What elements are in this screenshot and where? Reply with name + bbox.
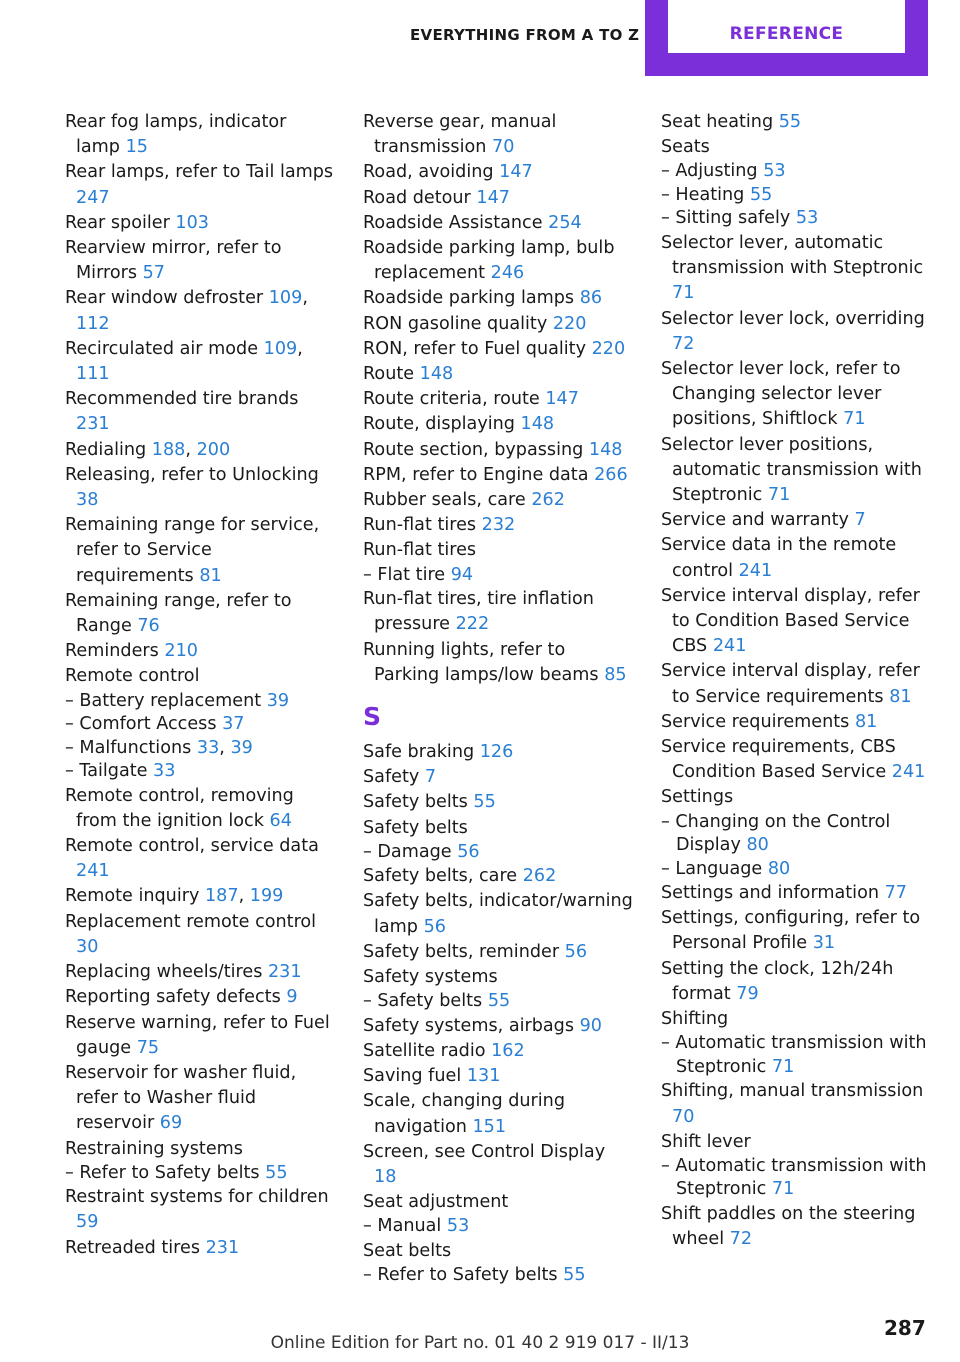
page-number: 287 [884,1316,926,1340]
page-reference-link[interactable]: 71 [771,1056,795,1077]
index-subentry [363,841,633,865]
index-term: Service interval display, refer to Service requirements [661,661,920,707]
index-term: Restraint systems for children [65,1187,329,1208]
index-term: – Automatic transmission with Steptronic [661,1033,927,1077]
index-subentry [65,760,335,784]
index-term: Reservoir for washer fluid, refer to Washer fluid reservoir [65,1062,297,1134]
index-term: Safety [363,767,420,788]
footer-edition: Online Edition for Part no. 01 40 2 919 017 - II/13 [270,1333,690,1353]
index-term: Remote control, service data [65,836,319,857]
page-reference-link[interactable]: 131 [466,1066,501,1087]
index-term: Roadside parking lamp, bulb replacement [363,238,615,284]
page-reference-link[interactable]: 199 [249,886,284,907]
running-header-section: EVERYTHING FROM A TO Z [410,26,640,44]
index-term: Selector lever lock, refer to Changing selector lever positions, Shiftlock [661,358,901,430]
page-reference-link[interactable]: 262 [522,866,557,887]
index-term: – Flat tire [363,564,446,585]
page-reference-link[interactable]: 39 [266,690,290,711]
page-reference-link[interactable]: 57 [142,263,165,284]
index-column-3 [661,110,931,1252]
index-term: – Comfort Access [65,714,217,735]
index-term: Settings [661,787,734,808]
index-term: Safety belts, indicator/warning lamp [363,891,633,937]
index-entry [65,387,335,437]
index-entry [661,906,931,956]
page-reference-link[interactable]: 148 [419,364,454,385]
index-term: – Battery replacement [65,690,262,711]
index-term: Run-flat tires [363,540,477,561]
index-subentry: – Malfunctions 33, 39 [65,737,253,758]
index-entry [65,110,335,160]
page-reference-link[interactable]: 79 [736,983,759,1004]
page-reference-link[interactable]: 56 [423,916,446,937]
index-term: – Changing on the Control Display [661,811,891,856]
index-term: Retreaded tires [65,1237,200,1258]
index-term: Replacement remote control [65,911,317,932]
index-term: Road, avoiding [363,162,494,183]
page-reference-link[interactable]: 247 [76,187,110,208]
index-term: Rubber seals, care [363,490,526,511]
index-entry [65,1236,335,1261]
index-entry [65,960,335,985]
index-subentry [363,1264,633,1288]
index-entry [65,236,335,286]
page-reference-link[interactable]: 15 [125,137,148,158]
page-reference-link[interactable]: 231 [205,1237,240,1258]
page-reference-link[interactable]: 81 [854,711,878,732]
index-entry [661,508,931,533]
page-reference-link[interactable]: 9 [286,987,298,1008]
page-reference-link[interactable]: 147 [499,162,533,183]
page-reference-link[interactable]: 33 [196,737,220,758]
index-term: – Refer to Safety belts [363,1265,558,1286]
index-term: Roadside parking lamps [363,288,575,309]
index-subentry [661,858,931,882]
index-term: Route [363,364,415,385]
page-reference-link[interactable]: 103 [175,212,209,233]
index-entry [661,533,931,583]
page-reference-link[interactable]: 18 [374,1167,397,1188]
page-reference-link[interactable]: 112 [76,313,110,334]
index-entry [65,1185,335,1235]
index-subentry [363,1215,633,1239]
page-reference-link[interactable]: 231 [267,962,302,983]
index-entry [661,659,931,709]
index-term: Safety belts [363,817,468,838]
page-reference-link[interactable]: 90 [579,1015,602,1036]
index-entry [65,160,335,210]
index-entry [363,337,633,362]
index-entry [363,286,633,311]
index-term: Seats [661,137,710,158]
index-term: Replacing wheels/tires [65,962,263,983]
index-entry [65,910,335,960]
index-entry [363,790,633,815]
index-term: Reverse gear, manual transmission [363,112,557,158]
page-reference-link[interactable]: 109 [263,338,298,359]
index-entry [661,135,931,160]
index-term: Road detour [363,187,471,208]
index-term: – Damage [363,841,452,862]
page-reference-link[interactable]: 148 [520,414,555,435]
index-term: Safety belts, reminder [363,941,560,962]
index-term: Running lights, refer to Parking lamps/low beams [363,639,599,685]
index-term: Route criteria, route [363,389,540,410]
index-entry [363,186,633,211]
index-entry: Redialing 188, 200 [65,439,231,460]
index-subentry [661,1032,931,1079]
index-entry [661,735,931,785]
index-entry [363,889,633,939]
index-entry [661,1007,931,1032]
index-term: Recirculated air mode [65,338,259,359]
index-term: Saving fuel [363,1066,462,1087]
index-term: Selector lever lock, overriding [661,308,925,329]
index-term: Seat heating [661,112,774,132]
page-reference-link[interactable]: 266 [594,464,628,485]
page-reference-link[interactable]: 111 [76,364,110,385]
page-reference-link[interactable]: 7 [854,510,866,531]
index-entry [363,740,633,765]
index-term: Service interval display, refer to Condition Based Service CBS [661,585,920,657]
index-entry [363,638,633,688]
index-term: – Refer to Safety belts [65,1162,260,1183]
page-reference-link[interactable]: 220 [552,313,587,334]
page-reference-link[interactable]: 126 [479,741,514,762]
index-entry [363,587,633,637]
index-entry [661,785,931,810]
index-subentry [661,160,931,184]
index-entry [363,438,633,463]
index-term: Seat adjustment [363,1192,509,1213]
page-reference-link[interactable]: 69 [159,1113,183,1134]
index-term: – Automatic transmission with Steptronic [661,1155,927,1200]
page-reference-link[interactable]: 81 [199,565,222,586]
page-reference-link[interactable]: 56 [457,841,480,862]
index-term: Rearview mirror, refer to Mirrors [65,238,282,284]
index-term: Safety systems, airbags [363,1015,575,1036]
page-reference-link[interactable]: 71 [767,484,791,505]
page-reference-link[interactable]: 55 [473,792,496,813]
index-entry [661,957,931,1007]
index-entry [661,710,931,735]
page-reference-link[interactable]: 72 [729,1229,753,1250]
index-term: – Tailgate [65,761,148,782]
page-reference-link[interactable]: 70 [672,1106,695,1127]
page-reference-link[interactable]: 85 [604,664,627,685]
page-reference-link[interactable]: 71 [843,409,866,430]
page-reference-link[interactable]: 59 [76,1212,99,1233]
index-term: Reporting safety defects [65,987,281,1008]
page-reference-link[interactable]: 80 [746,835,769,856]
index-term: – Heating [661,184,745,205]
index-term: Rear spoiler [65,212,170,233]
page-reference-link[interactable]: 148 [588,439,623,460]
index-term: Service requirements, CBS Condition Based Service [661,736,896,783]
index-entry [363,1064,633,1089]
index-entry: Remote inquiry 187, 199 [65,886,284,907]
index-entry [363,160,633,185]
index-entry [661,433,931,509]
page-reference-link[interactable]: 53 [795,208,819,229]
index-entry [363,940,633,965]
index-term: Remote control [65,666,200,687]
index-letter-heading: S [363,701,382,731]
index-term: Remaining range, refer to Range [65,590,292,637]
index-entry [661,231,931,307]
index-term: Recommended tire brands [65,389,299,410]
index-term: Safety belts, care [363,866,518,887]
index-term: RPM, refer to Engine data [363,464,589,485]
page-reference-link[interactable]: 55 [265,1162,288,1183]
index-term: Shift lever [661,1131,751,1152]
index-entry [661,881,931,906]
index-entry [363,211,633,236]
index-term: Reserve warning, refer to Fuel gauge [65,1012,330,1058]
index-term: Route, displaying [363,414,515,435]
index-term: Safety systems [363,967,498,988]
page-reference-link[interactable]: 33 [153,761,176,782]
index-entry [65,664,335,689]
reference-tab [645,0,928,76]
page-reference-link[interactable]: 56 [564,941,588,962]
index-entry [661,110,931,135]
page-reference-link[interactable]: 220 [591,338,626,359]
page-reference-link[interactable]: 53 [446,1216,470,1237]
index-entry [363,387,633,412]
index-subentry [65,690,335,714]
index-entry [65,589,335,639]
index-entry [65,834,335,884]
index-entry [363,488,633,513]
index-term: Screen, see Control Display [363,1141,606,1162]
page-reference-link[interactable]: 147 [476,187,510,208]
index-entry [661,1202,931,1252]
index-term: Satellite radio [363,1041,486,1061]
page-reference-link[interactable]: 53 [763,161,786,182]
page-reference-link[interactable]: 31 [812,933,836,954]
page-reference-link[interactable]: 80 [767,858,791,879]
index-entry [363,1239,633,1264]
page-reference-link[interactable]: 188 [151,439,186,460]
page-reference-link[interactable]: 151 [472,1116,507,1137]
index-entry [661,584,931,660]
index-entry [363,412,633,437]
page-reference-link[interactable]: 232 [481,515,516,536]
index-entry [661,357,931,433]
page-reference-link[interactable]: 86 [579,288,603,309]
index-term: Roadside Assistance [363,212,543,233]
page-reference-link[interactable]: 39 [230,737,253,758]
index-term: Scale, changing during navigation [363,1091,566,1137]
index-subentry [363,990,633,1014]
index-term: Service and warranty [661,510,849,531]
index-term: – Language [661,858,763,879]
index-term: Settings and information [661,883,879,904]
index-entry [65,1061,335,1137]
page-reference-link[interactable]: 241 [738,560,773,581]
index-term: Shifting, manual transmission [661,1081,924,1102]
index-term: Safety belts [363,792,468,813]
index-term: Run-flat tires, tire inflation pressure [363,589,594,635]
page-reference-link[interactable]: 55 [778,112,802,132]
page-reference-link[interactable]: 55 [487,991,511,1012]
index-entry [65,463,335,513]
page-reference-link[interactable]: 71 [771,1179,795,1200]
index-term: Selector lever, automatic transmission with Steptronic [661,232,924,279]
page-reference-link[interactable]: 30 [76,936,99,957]
page-reference-link[interactable]: 75 [136,1037,160,1058]
index-term: Redialing [65,439,147,460]
page-reference-link[interactable]: 38 [76,490,99,511]
index-entry [363,965,633,990]
page-reference-link[interactable]: 55 [563,1265,586,1286]
index-entry [65,211,335,236]
page-reference-link[interactable]: 37 [222,714,245,735]
index-term: Reminders [65,641,159,662]
index-entry [363,1014,633,1039]
index-entry [363,864,633,889]
index-term: Rear fog lamps, indicator lamp [65,112,287,158]
index-term: RON gasoline quality [363,313,548,334]
index-entry [363,1140,633,1190]
index-term: Rear window defroster [65,288,264,309]
index-column-1 [65,110,335,1261]
index-entry [363,765,633,790]
index-term: Safe braking [363,741,475,762]
page-reference-link[interactable]: 7 [424,767,437,788]
index-term: Remote inquiry [65,886,200,907]
page-reference-link[interactable]: 210 [164,641,199,662]
index-term: Setting the clock, 12h/24h format [661,958,894,1004]
index-entry: Recirculated air mode 109, 111 [65,338,303,385]
page-reference-link[interactable]: 200 [196,439,231,460]
index-entry [363,816,633,841]
index-entry [363,538,633,563]
page-reference-link[interactable]: 162 [491,1041,525,1061]
index-term: Route section, bypassing [363,439,584,460]
index-entry [661,1130,931,1155]
index-entry [661,307,931,357]
page-reference-link[interactable]: 241 [891,762,926,783]
reference-tab-label: REFERENCE [668,0,905,53]
index-term: – Safety belts [363,991,483,1012]
page-reference-link[interactable]: 71 [672,283,695,304]
index-entry [363,236,633,286]
index-entry [65,1011,335,1061]
index-term: Shift paddles on the steering wheel [661,1203,916,1250]
index-entry [363,463,633,488]
index-term: Remaining range for service, refer to Service requirements [65,515,320,586]
index-subentry [661,1155,931,1202]
page-reference-link[interactable]: 147 [545,389,579,410]
index-entry [363,362,633,387]
index-entry [65,784,335,834]
page-reference-link[interactable]: 55 [749,184,773,205]
index-subentry [661,184,931,208]
index-term: Seat belts [363,1240,452,1261]
index-subentry [661,207,931,231]
page-reference-link[interactable]: 241 [712,636,747,657]
index-term: Rear lamps, refer to Tail lamps [65,162,334,183]
index-entry [363,312,633,337]
index-term: Settings, configuring, refer to Personal Profile [661,908,921,954]
index-entry: Rear window defroster 109, 112 [65,288,308,334]
index-subentry [65,1162,335,1186]
page-reference-link[interactable]: 231 [76,414,110,435]
page-reference-link[interactable]: 64 [269,810,292,831]
index-entry [363,1039,633,1064]
page-reference-link[interactable]: 76 [137,616,160,637]
index-entry [363,110,633,160]
index-entry [65,513,335,589]
index-subentry [65,713,335,737]
index-entry [363,1190,633,1215]
index-term: RON, refer to Fuel quality [363,338,586,359]
page-reference-link[interactable]: 262 [531,490,565,511]
page-reference-link[interactable]: 72 [672,333,695,354]
index-subentry [363,564,633,588]
page-reference-link[interactable]: 241 [76,861,110,882]
index-term: Shifting [661,1009,729,1030]
page-reference-link[interactable]: 94 [450,564,474,585]
index-term: Remote control, removing from the ignition lock [65,785,294,831]
index-term: – Malfunctions [65,737,192,758]
page-reference-link[interactable]: 81 [889,686,912,707]
page-reference-link[interactable]: 77 [884,883,907,904]
index-term: Service data in the remote control [661,535,897,581]
index-term: Run-flat tires [363,515,477,536]
index-entry [65,985,335,1010]
index-term: Releasing, refer to Unlocking [65,464,319,485]
page-reference-link[interactable]: 109 [268,288,303,309]
index-term: – Sitting safely [661,208,791,229]
index-entry [363,513,633,538]
page-reference-link[interactable]: 222 [455,614,490,635]
index-column-2 [363,110,633,1288]
index-term: – Adjusting [661,161,758,182]
page-reference-link[interactable]: 246 [490,263,525,284]
index-subentry [661,811,931,858]
index-entry [363,1089,633,1139]
page-reference-link[interactable]: 254 [548,212,582,233]
index-term: Restraining systems [65,1138,243,1159]
index-term: Service requirements [661,711,850,732]
index-entry [661,1079,931,1129]
page-reference-link[interactable]: 187 [204,886,239,907]
index-term: Selector lever positions, automatic transmission with Steptronic [661,434,922,505]
page-reference-link[interactable]: 70 [492,137,515,158]
index-entry [65,1137,335,1162]
index-entry [65,639,335,664]
index-term: – Manual [363,1216,442,1237]
